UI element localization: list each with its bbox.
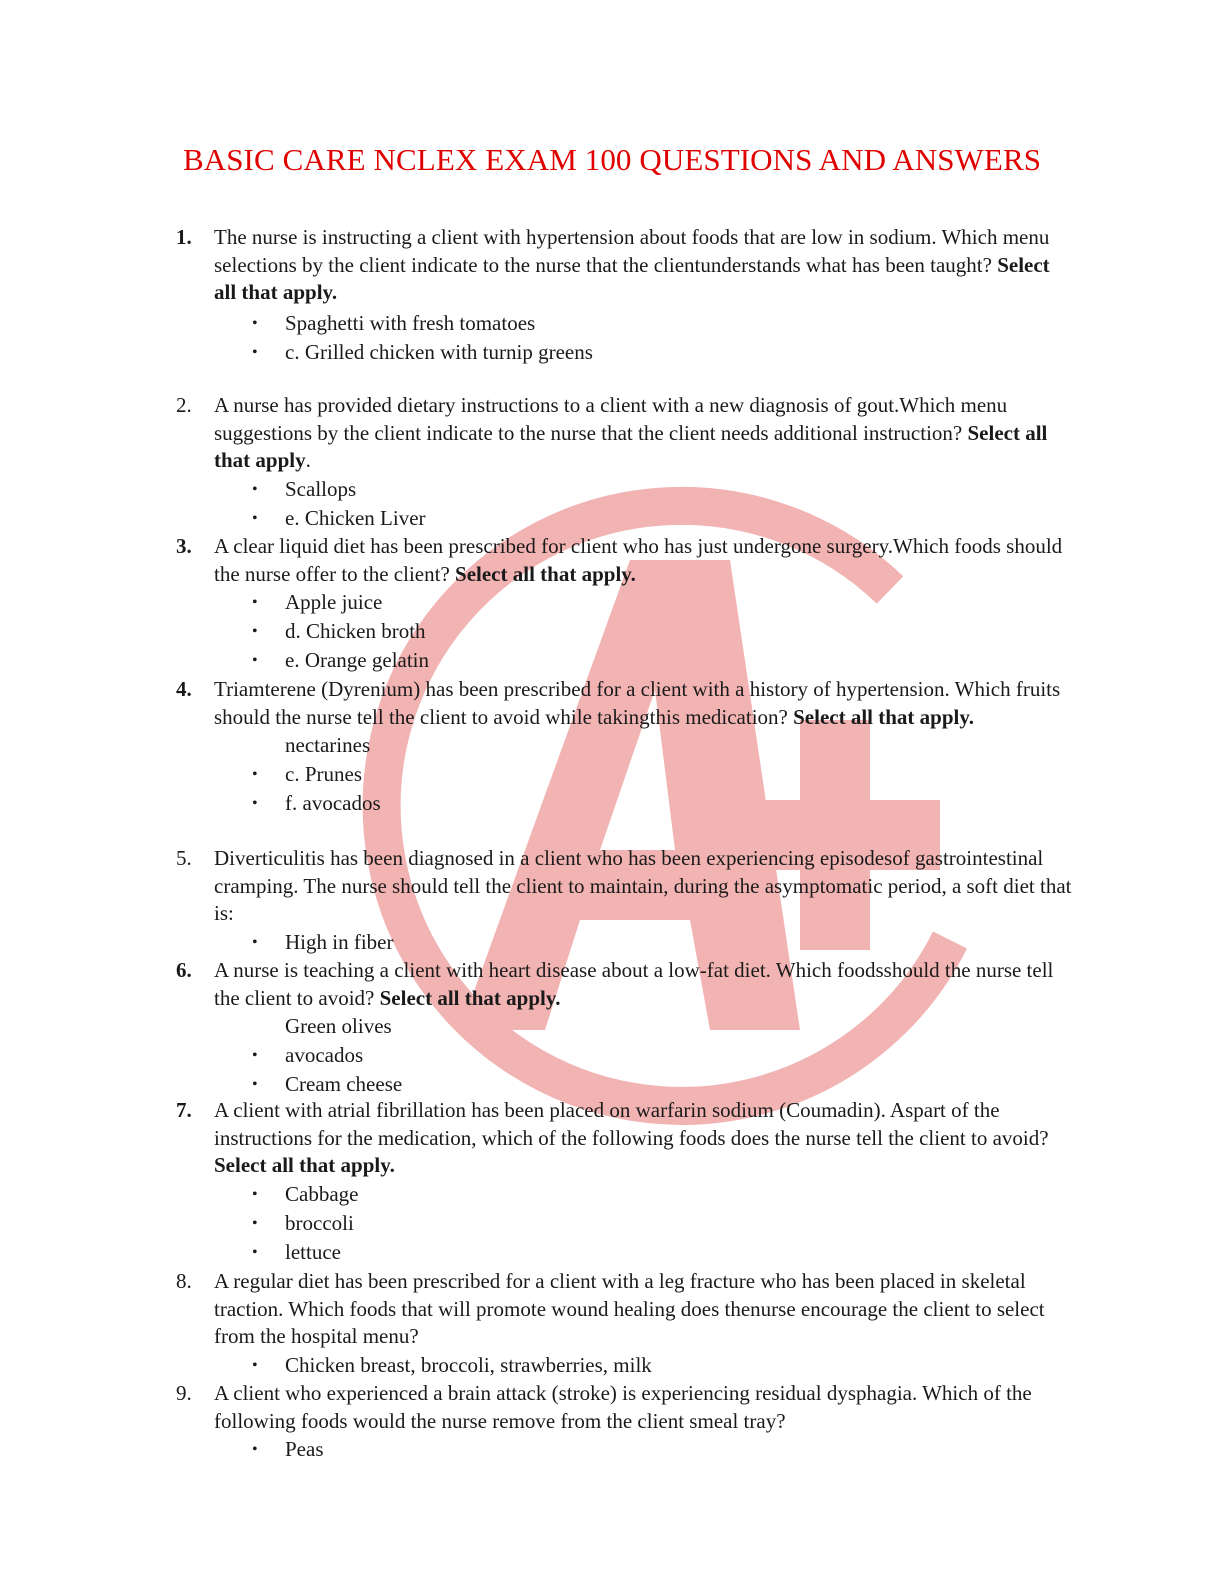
bullet-icon: • (252, 623, 258, 640)
question-text: A client who experienced a brain attack (stroke) is experiencing residual dysphagia. Which of the following foods would the nurse remove from the client smeal tray? (214, 1381, 1032, 1433)
question-8 (0, 1268, 1224, 1380)
bullet-icon: • (252, 933, 258, 951)
bullet-icon: • (252, 766, 258, 783)
answer-option: • Apple juice (285, 588, 1224, 617)
bullet-icon: • (252, 1185, 258, 1203)
answer-option: • High in fiber (285, 928, 1224, 957)
question-5 (0, 845, 1224, 957)
answer-option: • e. Orange gelatin (285, 646, 1224, 675)
question-number: 4. (176, 677, 192, 701)
answer-option: • f. avocados (285, 789, 1224, 818)
answer-option: • Peas (285, 1435, 1224, 1464)
question-3 (0, 533, 1224, 675)
question-text: A nurse is teaching a client with heart disease about a low-fat diet. Which foodsshould the nurse tell the client to avoid? Select all that apply. (214, 958, 1054, 1010)
answer-option: • e. Chicken Liver (285, 504, 1224, 533)
question-4 (0, 676, 1224, 818)
question-7 (0, 1097, 1224, 1267)
question-number: 6. (176, 958, 192, 982)
question-text: A regular diet has been prescribed for a client with a leg fracture who has been placed in skeletal traction. Which foods that will promote wound healing does thenurse encourage the client to select from the hospital menu? (214, 1269, 1045, 1348)
answer-option: • broccoli (285, 1209, 1224, 1238)
question-6 (0, 957, 1224, 1099)
question-text: Diverticulitis has been diagnosed in a client who has been experiencing episodesof gastrointestinal cramping. The nurse should tell the client to maintain, during the asymptomatic period, a soft diet that is: (214, 846, 1072, 925)
question-number: 5. (176, 846, 192, 870)
bullet-icon: • (252, 652, 258, 669)
bullet-icon: • (252, 1441, 258, 1458)
answer-option: • Chicken breast, broccoli, strawberries, milk (285, 1351, 1224, 1380)
question-number: 7. (176, 1098, 192, 1122)
question-text: A clear liquid diet has been prescribed for client who has just undergone surgery.Which foods should the nurse offer to the client? Select all that apply. (214, 534, 1063, 586)
answer-option: • lettuce (285, 1238, 1224, 1267)
answer-option: • Spaghetti with fresh tomatoes (285, 309, 1224, 338)
bullet-icon: • (252, 314, 258, 332)
question-text: The nurse is instructing a client with hypertension about foods that are low in sodium. Which menu selections by the client indicate to the nurse that the clientunderstands what has been taught? Select all that apply. (214, 225, 1050, 304)
question-1 (0, 224, 1224, 367)
answer-option: • d. Chicken broth (285, 617, 1224, 646)
bullet-icon: • (252, 1047, 258, 1064)
question-text: A client with atrial fibrillation has been placed on warfarin sodium (Coumadin). Aspart of the instructions for the medication, which of the following foods does the nurse tell the client to avoid? Select all that apply. (214, 1098, 1049, 1177)
answer-option: • Cream cheese (285, 1070, 1224, 1099)
answer-option: • c. Prunes (285, 760, 1224, 789)
answer-option: • c. Grilled chicken with turnip greens (285, 338, 1224, 367)
answer-option: • Scallops (285, 475, 1224, 504)
bullet-icon: • (252, 343, 258, 361)
bullet-icon: • (252, 480, 258, 498)
bullet-icon: • (252, 795, 258, 812)
question-9 (0, 1380, 1224, 1464)
bullet-icon: • (252, 509, 258, 527)
question-text: Triamterene (Dyrenium) has been prescribed for a client with a history of hypertension. Which fruits should the nurse tell the client to avoid while takingthis medication? Select all that apply. (214, 677, 1061, 729)
question-number: 8. (176, 1269, 192, 1293)
answer-option: Green olives (285, 1014, 392, 1038)
question-number: 1. (176, 225, 192, 249)
answer-option: • avocados (285, 1041, 1224, 1070)
answer-option: • Cabbage (285, 1180, 1224, 1209)
question-2 (0, 392, 1224, 533)
bullet-icon: • (252, 1356, 258, 1374)
bullet-icon: • (252, 1076, 258, 1093)
bullet-icon: • (252, 1214, 258, 1232)
document-title: BASIC CARE NCLEX EXAM 100 QUESTIONS AND ANSWERS (182, 142, 1042, 177)
answer-option: nectarines (285, 733, 371, 757)
question-number: 9. (176, 1381, 192, 1405)
bullet-icon: • (252, 594, 258, 611)
question-number: 3. (176, 534, 192, 558)
question-text: A nurse has provided dietary instructions to a client with a new diagnosis of gout.Which menu suggestions by the client indicate to the nurse that the client needs additional instruction? Select all that apply. (214, 393, 1048, 472)
question-number: 2. (176, 393, 192, 417)
bullet-icon: • (252, 1243, 258, 1261)
